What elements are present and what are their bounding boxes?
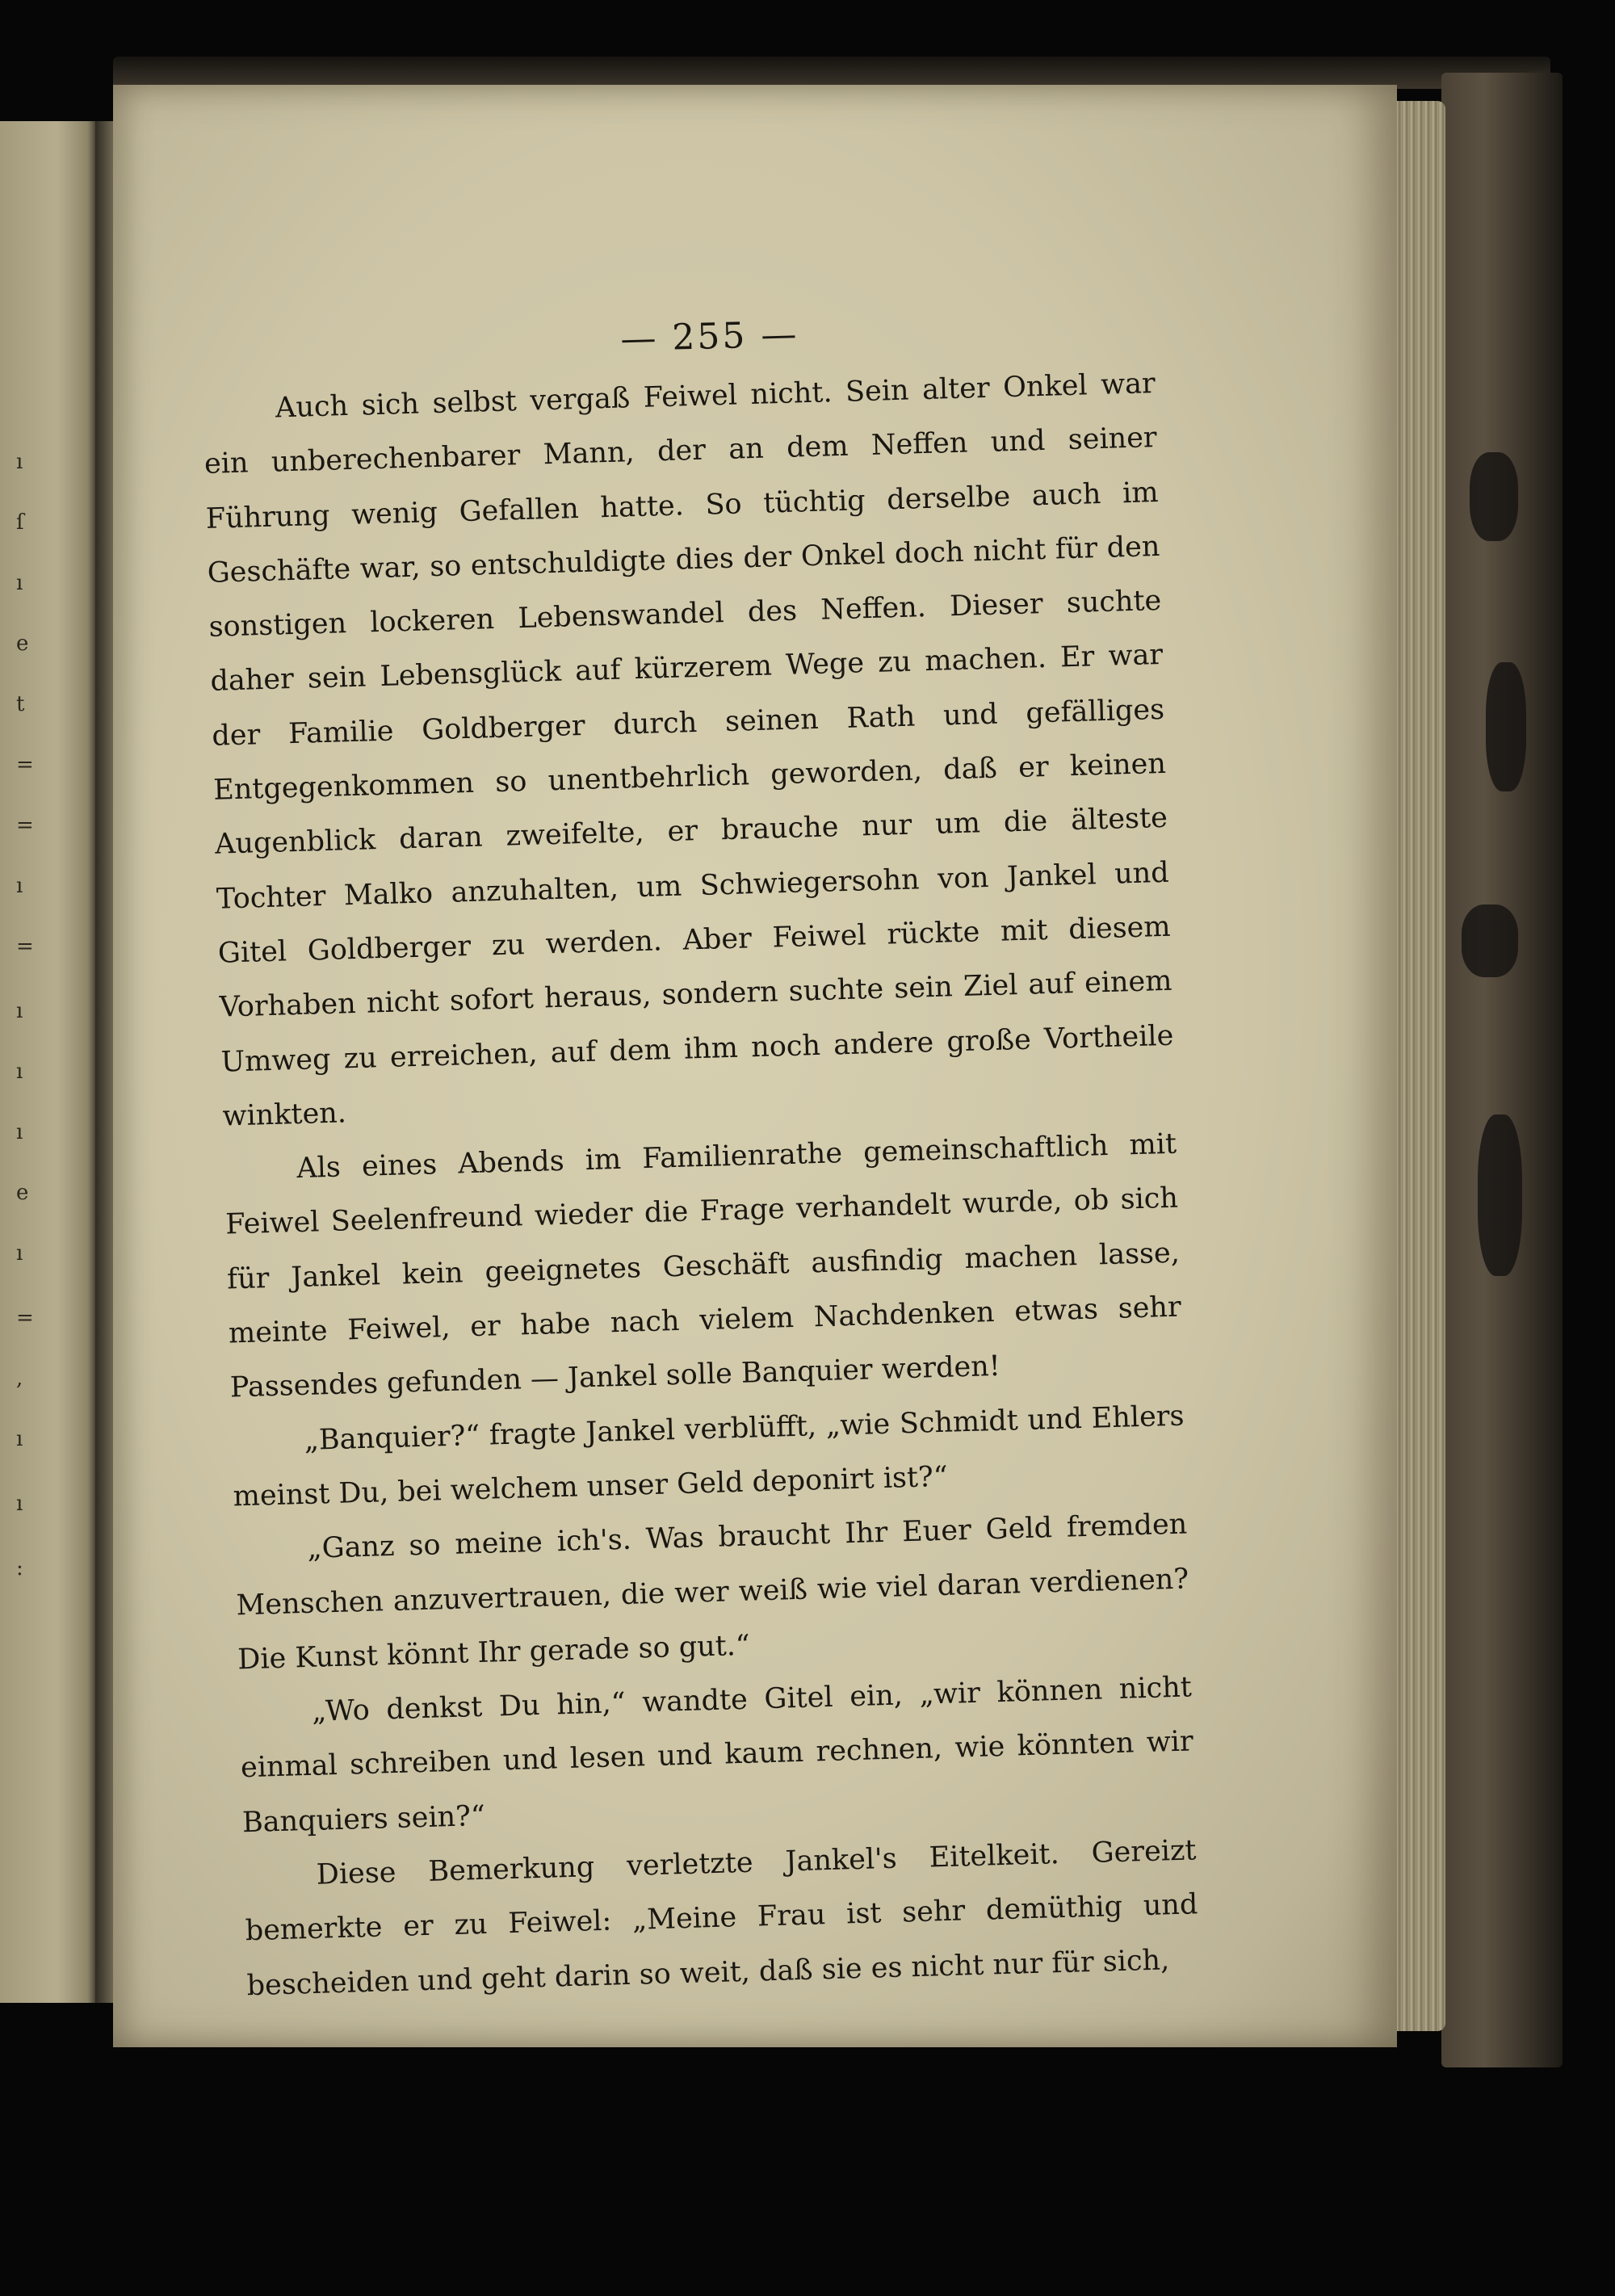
paragraph: Auch sich selbst vergaß Feiwel nicht. Sein alter Onkel war ein unberechenbarer Mann, der an dem Neffen und seiner Führung wenig Gefallen hatte. So tüchtig derselbe auch im Geschäfte war, so entschuldigte dies der Onkel doch nicht für den sonstigen lockeren Lebenswandel des Neffen. Dieser suchte daher sein Lebensglück auf kürzerem Wege zu machen. Er war der Familie Goldberger durch seinen Rath und gefälliges Entgegenkommen so unentbehrlich geworden, daß er keinen Augenblick daran zweifelte, er brauche nur um die älteste Tochter Malko anzuhalten, um Schwiegersohn von Jankel und Gitel Goldberger zu werden. Aber Feiwel rückte mit diesem Vorhaben nicht sofort heraus, sondern suchte sein Ziel auf einem Umweg zu erreichen, auf dem ihm noch andere große Vortheile winkten. — [203, 367, 1174, 1133]
fragment: e — [16, 634, 29, 653]
fragment: = — [16, 816, 34, 835]
paragraph: „Wo denkst Du hin,“ wandte Gitel ein, „wir können nicht einmal schreiben und lesen und kaum rechnen, wie könnten wir Banquiers sein?“ — [240, 1671, 1194, 1839]
previous-page-text-fragments — [16, 452, 48, 1825]
fragment: ı — [16, 452, 23, 472]
page-text — [200, 292, 1200, 2013]
fragment: = — [16, 937, 34, 956]
paragraph: Als eines Abends im Familienrathe gemeinschaftlich mit Feiwel Seelenfreund wieder die Frage verhandelt wurde, ob sich für Jankel kein geeignetes Geschäft ausfindig machen lasse, meinte Feiwel, er habe nach vielem Nachdenken etwas sehr Passendes gefunden — Jankel solle Banquier werden! — [224, 1127, 1182, 1404]
wear-spot — [1478, 1114, 1522, 1276]
fragment: ſ — [16, 513, 24, 532]
paragraph: „Banquier?“ fragte Jankel verblüfft, „wie Schmidt und Ehlers meinst Du, bei welchem unser Geld deponirt ist?“ — [233, 1400, 1185, 1513]
paragraph: „Ganz so meine ich's. Was braucht Ihr Euer Geld fremden Menschen anzuvertrauen, die wer weiß wie viel daran verdienen? Die Kunst könnt Ihr gerade so gut.“ — [235, 1508, 1189, 1677]
wear-spot — [1470, 452, 1518, 541]
page-number: — 255 — — [619, 313, 800, 360]
fragment: e — [16, 1183, 29, 1203]
fragment: ı — [16, 876, 23, 896]
fragment: ı — [16, 1244, 23, 1263]
fragment: = — [16, 755, 34, 774]
fragment: = — [16, 1308, 34, 1328]
wear-spot — [1462, 905, 1518, 977]
book-cover-top — [113, 57, 1550, 89]
binding-wear — [1454, 452, 1542, 1421]
wear-spot — [1486, 662, 1526, 791]
fragment: : — [16, 1559, 23, 1578]
fragment: t — [16, 695, 25, 714]
book-gutter — [95, 121, 113, 2003]
fragment: ı — [16, 1001, 23, 1021]
fragment: ı — [16, 1494, 23, 1513]
fragment: ı — [16, 1123, 23, 1142]
fragment: ı — [16, 1429, 23, 1449]
fragment: ı — [16, 1062, 23, 1081]
fragment: ı — [16, 573, 23, 593]
paragraph: Diese Bemerkung verletzte Jankel's Eitelkeit. Gereizt bemerkte er zu Feiwel: „Meine Frau ist sehr demüthig und bescheiden und geht darin so weit, daß sie es nicht nur für sich, — [245, 1834, 1198, 2002]
fragment: , — [16, 1369, 23, 1388]
